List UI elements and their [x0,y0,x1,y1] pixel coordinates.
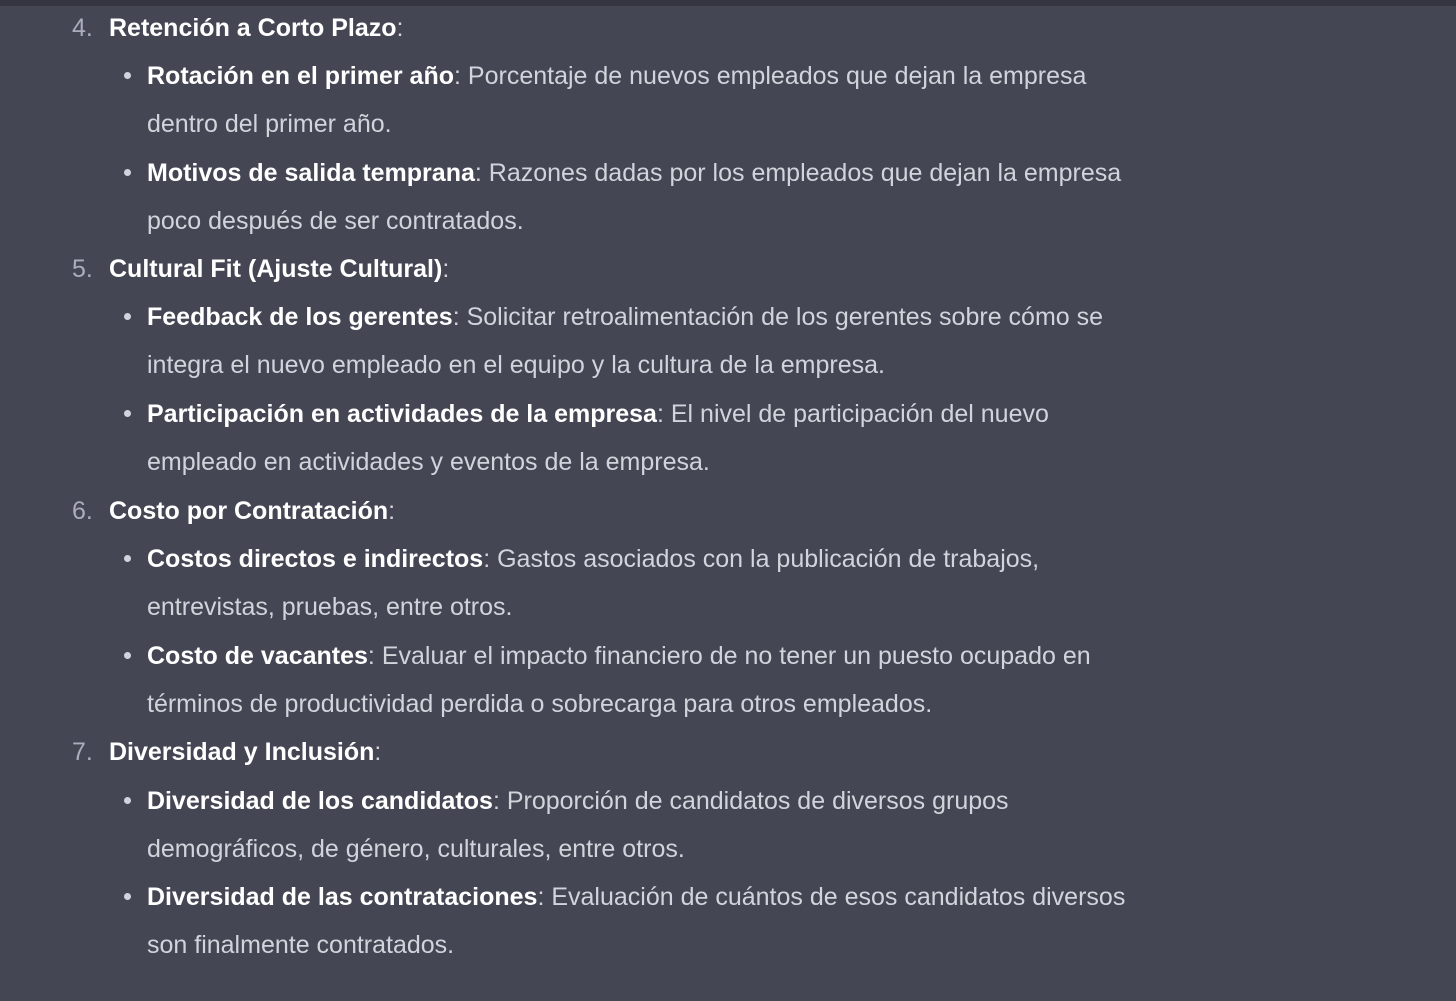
bullet-dot [124,313,131,320]
bullet-term: Diversidad de las contrataciones [147,883,538,911]
bullet-text-continued: poco después de ser contratados. [147,207,524,235]
bullet-separator: : [492,787,507,815]
bullet-text-continued: entrevistas, pruebas, entre otros. [147,593,513,621]
bullet-text: Gastos asociados con la publicación de trabajos, [497,545,1040,573]
bullet-term: Costos directos e indirectos [147,545,484,573]
list-number: 6. [72,497,93,525]
bullet-term: Rotación en el primer año [147,62,455,90]
bullet-separator: : [367,642,382,670]
bullet-text-continued: dentro del primer año. [147,110,392,138]
bullet-separator: : [452,303,467,331]
bullet-term: Motivos de salida temprana [147,159,475,187]
bullet-text-continued: empleado en actividades y eventos de la empresa. [147,448,710,476]
bullet-text: Evaluar el impacto financiero de no tener un puesto ocupado en [381,642,1091,670]
list-item-title: Cultural Fit (Ajuste Cultural) [109,255,443,283]
bullet-term: Participación en actividades de la empresa [147,400,657,428]
bullet-separator: : [656,400,671,428]
bullet-text: Porcentaje de nuevos empleados que dejan la empresa [467,62,1087,90]
bullet-text: Evaluación de cuántos de esos candidatos diversos [551,883,1126,911]
title-colon: : [442,255,450,283]
bullet-dot [124,169,131,176]
bullet-dot [124,410,131,417]
bullet-text: Proporción de candidatos de diversos grupos [506,787,1009,815]
bullet-text: Solicitar retroalimentación de los gerentes sobre cómo se [466,303,1104,331]
bullet-dot [124,652,131,659]
bullet-separator: : [474,159,489,187]
bullet-dot [124,72,131,79]
list-number: 4. [72,14,93,42]
list-item-title: Diversidad y Inclusión [109,738,375,766]
bullet-text-continued: integra el nuevo empleado en el equipo y la cultura de la empresa. [147,351,885,379]
bullet-dot [124,555,131,562]
title-colon: : [396,14,404,42]
bullet-text: El nivel de participación del nuevo [670,400,1049,428]
bullet-text: Razones dadas por los empleados que dejan la empresa [488,159,1122,187]
bullet-term: Diversidad de los candidatos [147,787,493,815]
list-number: 5. [72,255,93,283]
list-number: 7. [72,738,93,766]
bullet-term: Feedback de los gerentes [147,303,453,331]
bullet-text-continued: demográficos, de género, culturales, entre otros. [147,835,685,863]
bullet-text-continued: términos de productividad perdida o sobrecarga para otros empleados. [147,690,933,718]
list-item-title: Costo por Contratación [109,497,389,525]
title-colon: : [374,738,382,766]
title-colon: : [388,497,396,525]
bullet-dot [124,893,131,900]
bullet-term: Costo de vacantes [147,642,368,670]
list-item-title: Retención a Corto Plazo [109,14,397,42]
bullet-dot [124,797,131,804]
bullet-separator: : [454,62,468,90]
bullet-separator: : [537,883,552,911]
bullet-separator: : [483,545,498,573]
bullet-text-continued: son finalmente contratados. [147,931,455,959]
